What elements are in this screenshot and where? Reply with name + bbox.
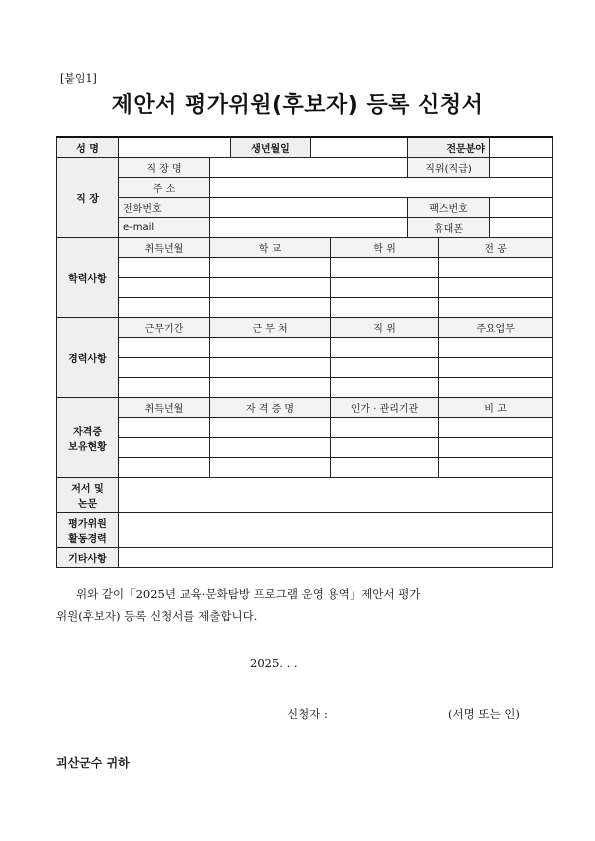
table-cell[interactable] (119, 278, 210, 298)
career-label: 경력사항 (57, 318, 119, 398)
other-label: 기타사항 (57, 548, 119, 568)
table-cell[interactable] (331, 338, 439, 358)
eval-history-label-line: 평가위원 (68, 519, 107, 530)
papers-row (57, 478, 553, 513)
table-cell[interactable] (119, 418, 210, 438)
statement-line: 위원(후보자) 등록 신청서를 제출합니다. (56, 609, 258, 623)
education-header: 전 공 (439, 238, 553, 258)
fax-field[interactable] (490, 198, 553, 218)
papers-label-line: 논문 (77, 499, 98, 510)
table-cell[interactable] (439, 378, 553, 398)
name-field[interactable] (119, 137, 231, 158)
position-field[interactable] (490, 158, 553, 178)
table-cell[interactable] (439, 258, 553, 278)
papers-field[interactable] (119, 478, 553, 513)
table-cell[interactable] (439, 278, 553, 298)
addressee: 괴산군수 귀하 (56, 756, 130, 770)
table-cell[interactable] (331, 418, 439, 438)
license-header: 자 격 증 명 (210, 398, 331, 418)
career-row (57, 338, 553, 358)
license-header-row (57, 398, 553, 418)
eval-history-label (57, 513, 119, 548)
phone-label: 전화번호 (119, 198, 210, 218)
table-cell[interactable] (119, 338, 210, 358)
address-label: 주 소 (119, 178, 210, 198)
license-label (57, 398, 119, 478)
phone-field[interactable] (210, 198, 408, 218)
eval-history-field[interactable] (119, 513, 553, 548)
name-label: 성 명 (57, 137, 119, 158)
table-cell[interactable] (439, 418, 553, 438)
license-row (57, 418, 553, 438)
mobile-label: 휴대폰 (408, 218, 490, 238)
attachment-label: [붙임1] (60, 72, 97, 85)
other-row (57, 548, 553, 568)
career-header-row (57, 318, 553, 338)
position-label: 직위(직급) (408, 158, 490, 178)
table-cell[interactable] (331, 278, 439, 298)
table-cell[interactable] (119, 458, 210, 478)
education-header: 학 위 (331, 238, 439, 258)
table-cell[interactable] (439, 338, 553, 358)
license-header: 비 고 (439, 398, 553, 418)
education-row (57, 278, 553, 298)
license-label-line: 자격증 (73, 426, 102, 438)
signature-note: (서명 또는 인) (448, 707, 520, 721)
education-row (57, 298, 553, 318)
mobile-field[interactable] (490, 218, 553, 238)
license-row (57, 438, 553, 458)
table-cell[interactable] (439, 438, 553, 458)
papers-label (57, 478, 119, 513)
license-label-line: 보유현황 (68, 441, 107, 453)
table-cell[interactable] (331, 438, 439, 458)
table-cell[interactable] (119, 438, 210, 458)
name-row (57, 137, 553, 158)
fax-label: 팩스번호 (408, 198, 490, 218)
table-cell[interactable] (210, 458, 331, 478)
career-header: 근 무 처 (210, 318, 331, 338)
career-header: 직 위 (331, 318, 439, 338)
eval-history-label-line: 활동경력 (68, 534, 107, 545)
table-cell[interactable] (119, 298, 210, 318)
specialty-field[interactable] (490, 137, 553, 158)
address-field[interactable] (210, 178, 553, 198)
papers-label-line: 저서 및 (71, 484, 104, 495)
career-row (57, 378, 553, 398)
statement-paragraph (56, 583, 546, 627)
table-cell[interactable] (210, 378, 331, 398)
table-cell[interactable] (210, 258, 331, 278)
application-form-table (56, 136, 553, 568)
table-cell[interactable] (119, 258, 210, 278)
license-header: 인가 · 관리기관 (331, 398, 439, 418)
table-cell[interactable] (331, 458, 439, 478)
education-header-row (57, 238, 553, 258)
table-cell[interactable] (210, 438, 331, 458)
workplace-row-3 (57, 198, 553, 218)
eval-history-row (57, 513, 553, 548)
workplace-row-4 (57, 218, 553, 238)
table-cell[interactable] (331, 358, 439, 378)
table-cell[interactable] (331, 378, 439, 398)
email-field[interactable] (210, 218, 408, 238)
other-field[interactable] (119, 548, 553, 568)
career-header: 근무기간 (119, 318, 210, 338)
table-cell[interactable] (119, 378, 210, 398)
table-cell[interactable] (331, 298, 439, 318)
table-cell[interactable] (331, 258, 439, 278)
education-header: 학 교 (210, 238, 331, 258)
table-cell[interactable] (439, 458, 553, 478)
table-cell[interactable] (439, 298, 553, 318)
date-line: 2025. . . (250, 656, 298, 670)
birthdate-label: 생년월일 (231, 137, 311, 158)
company-field[interactable] (210, 158, 408, 178)
license-row (57, 458, 553, 478)
workplace-label: 직 장 (57, 158, 119, 238)
table-cell[interactable] (210, 338, 331, 358)
career-row (57, 358, 553, 378)
workplace-row-2 (57, 178, 553, 198)
license-header: 취득년월 (119, 398, 210, 418)
table-cell[interactable] (210, 278, 331, 298)
career-header: 주요업무 (439, 318, 553, 338)
applicant-label: 신청자 : (287, 707, 328, 721)
table-cell[interactable] (439, 358, 553, 378)
form-title: 제안서 평가위원(후보자) 등록 신청서 (111, 93, 484, 118)
table-cell[interactable] (119, 358, 210, 378)
education-row (57, 258, 553, 278)
table-cell[interactable] (210, 358, 331, 378)
table-cell[interactable] (210, 418, 331, 438)
workplace-row-1 (57, 158, 553, 178)
education-label: 학력사항 (57, 238, 119, 318)
education-header: 취득년월 (119, 238, 210, 258)
table-cell[interactable] (210, 298, 331, 318)
birthdate-field[interactable] (311, 137, 408, 158)
email-label: e-mail (119, 218, 210, 238)
statement-line: 위와 같이「2025년 교육·문화탐방 프로그램 운영 용역」제안서 평가 (76, 587, 421, 601)
specialty-label: 전문분야 (408, 137, 490, 158)
company-label: 직 장 명 (119, 158, 210, 178)
